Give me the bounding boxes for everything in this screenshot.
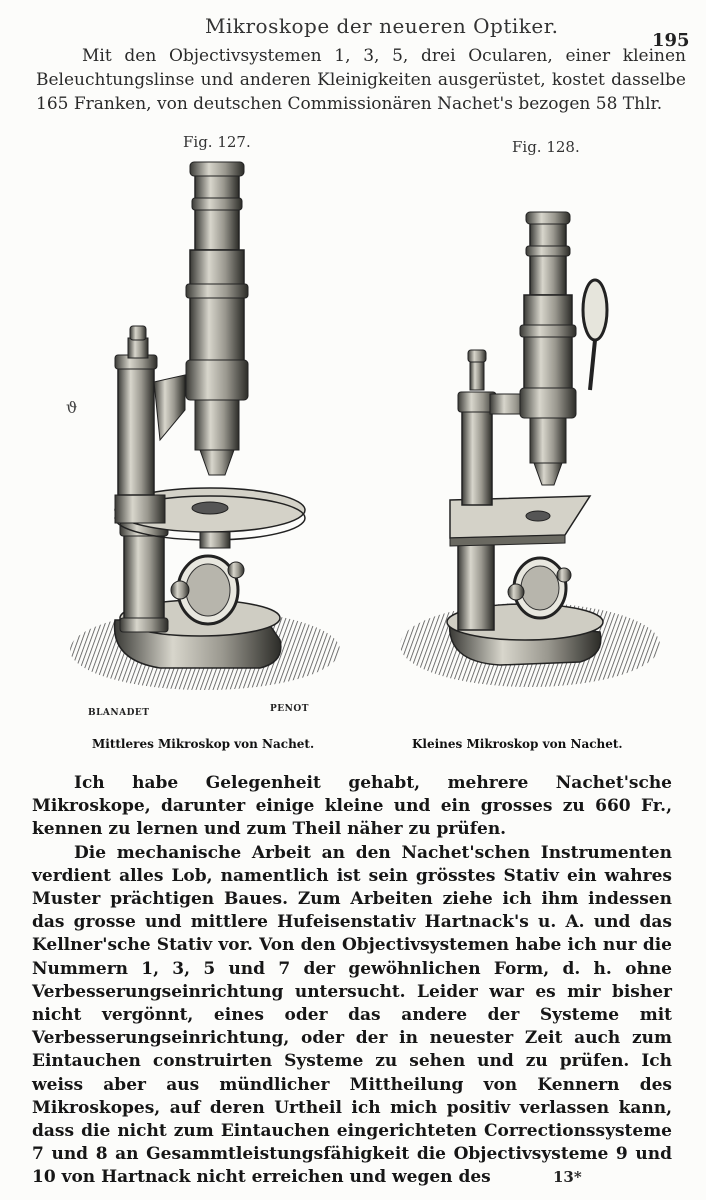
figure-127-engraving [60,150,360,720]
figure-128-engraving [390,200,680,720]
engraver-signature-right: PENOT [270,704,309,714]
small-microscope-illustration [390,200,680,720]
intro-paragraph: Mit den Objectivsystemen 1, 3, 5, drei Ocularen, einer kleinen Beleuchtungslinse und anderen Kleinigkeiten ausgerüstet, kostet dasselbe 165 Franken, von deutschen Commissionären Nachet's bezogen 58 Thlr. [36,46,686,114]
body-paragraph-1: Ich habe Gelegenheit gehabt, mehrere Nachet'sche Mikroskope, darunter einige kleine und ein grosses zu 660 Fr., kennen zu lernen und zum Theil näher zu prüfen. [32,773,672,840]
page-number: 195 [652,30,690,51]
figure-128-caption: Kleines Mikroskop von Nachet. [412,737,623,751]
page-header [0,10,706,51]
signature-mark: 13* [553,1168,582,1186]
medium-microscope-illustration [60,150,360,720]
body-paragraph-2: Die mechanische Arbeit an den Nachet'schen Instrumenten verdient alles Lob, namentlich ist sein grösstes Stativ ein wahres Muster prächtigen Baues. Zum Arbeiten ziehe ich ihm indessen das grosse und mittlere Hufeisenstativ Hartnack's u. A. und das Kellner'sche Stativ vor. Von den Objectivsystemen habe ich nur die Nummern 1, 3, 5 und 7 der gewöhnlichen Form, d. h. ohne Verbesserungseinrichtung untersucht. Leider war es mir bisher nicht vergönnt, eines oder das andere der Systeme mit Verbesserungseinrichtung, oder der in neuester Zeit auch zum Eintauchen construirten Systeme zu sehen und zu prüfen. Ich weiss aber aus mündlicher Mittheilung von Kennern des Mikroskopes, auf deren Urtheil ich mich positiv verlassen kann, dass die nicht zum Eintauchen eingerichteten Correctionssysteme 7 und 8 an Gesammtleistungsfähigkeit die Objectivsysteme 9 und 10 von Hartnack nicht erreichen und wegen des [32,842,672,1188]
figure-127-caption: Mittleres Mikroskop von Nachet. [92,737,315,751]
figure-127-label: Fig. 127. [183,133,251,151]
body-text [32,772,672,1190]
intro-paragraph-block [36,44,686,116]
running-title: Mikroskope der neueren Optiker. [205,14,559,38]
engraver-signature-left: BLANADET [88,708,150,718]
figure-128-label: Fig. 128. [512,138,580,156]
margin-mark: ϑ [66,398,78,417]
